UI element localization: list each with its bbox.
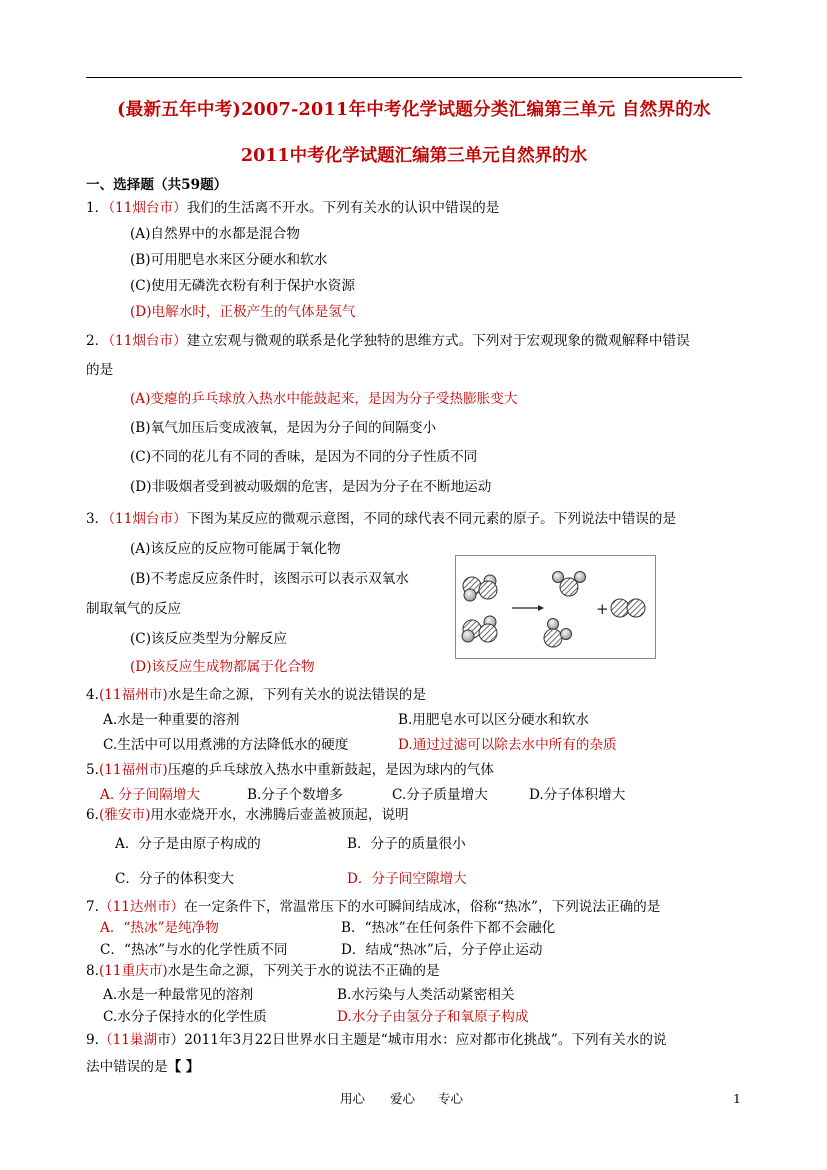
question-source: （11巢湖: [98, 1032, 158, 1048]
q5-option-b: B.分子个数增多: [247, 787, 343, 803]
question-number: 8.: [86, 963, 99, 979]
q3-option-b-cont: 制取氧气的反应: [86, 601, 182, 617]
question-5: [86, 761, 494, 779]
q2-option-d: (D)非吸烟者受到被动吸烟的危害，是因为分子在不断地运动: [130, 479, 492, 495]
q4-option-b: B.用肥皂水可以区分硬水和软水: [398, 712, 590, 728]
reaction-diagram-svg: [456, 556, 655, 658]
question-stem: 我们的生活离不开水。下列有关水的认识中错误的是: [186, 200, 500, 216]
q2-option-b: (B)氧气加压后变成液氧，是因为分子间的间隔变小: [130, 420, 437, 436]
plus-sign: +: [596, 600, 609, 618]
q6-option-b: B．分子的质量很小: [347, 836, 466, 852]
reactant-molecule-upper: [463, 575, 497, 601]
q5-option-d: D.分子体积增大: [529, 787, 626, 803]
document-title: (最新五年中考)2007-2011年中考化学试题分类汇编第三单元 自然界的水: [117, 100, 711, 120]
q9-stem-cont: 法中错误的是【 】: [86, 1059, 200, 1075]
question-stem: 2011年3月22日世界水日主题是“城市用水：应对都市化挑战”。下列有关水的说: [184, 1032, 667, 1048]
q3-option-b: (B)不考虑反应条件时，该图示可以表示双氧水: [130, 571, 409, 587]
q6-option-d-answer: D．分子间空隙增大: [347, 871, 467, 887]
q2-stem-cont: 的是: [86, 362, 114, 378]
question-4: [86, 686, 426, 704]
q1-option-b: (B)可用肥皂水来区分硬水和软水: [130, 252, 328, 268]
q3-option-d-answer: (D)该反应生成物都属于化合物: [130, 659, 315, 675]
header-rule: [86, 77, 742, 78]
question-stem: 用水壶烧开水，水沸腾后壶盖被顶起，说明: [150, 807, 409, 823]
document-subtitle: 2011中考化学试题汇编第三单元自然界的水: [240, 146, 588, 166]
question-stem: 建立宏观与微观的联系是化学独特的思维方式。下列对于宏观现象的微观解释中错误: [186, 333, 690, 349]
q3-option-a: (A)该反应的反应物可能属于氧化物: [130, 541, 341, 557]
q7-option-c: C．“热冰”与水的化学性质不同: [100, 942, 288, 958]
footer-motto-3: 专心: [438, 1091, 464, 1106]
reaction-arrow-icon: [512, 605, 544, 611]
question-6: [86, 806, 409, 824]
q8-option-a: A.水是一种最常见的溶剂: [103, 987, 254, 1003]
question-stem: 压瘪的乒乓球放入热水中重新鼓起，是因为球内的气体: [167, 762, 494, 778]
product-oxygen-molecule: [611, 599, 645, 617]
q8-option-d-answer: D.水分子由氢分子和氧原子构成: [337, 1009, 529, 1025]
question-7: [86, 898, 660, 916]
question-source: （11烟台市）: [108, 511, 187, 527]
product-molecule-lower: [544, 619, 572, 648]
question-number: 4.: [86, 687, 99, 703]
question-source-tail: 市）: [157, 1032, 185, 1048]
question-stem: 下图为某反应的微观示意图，不同的球代表不同元素的原子。下列说法中错误的是: [186, 511, 677, 527]
question-source: (雅安市): [98, 807, 151, 823]
section-heading: 一、选择题（共59题）: [86, 177, 228, 193]
question-2: [86, 332, 690, 350]
question-number: 7.: [86, 899, 99, 915]
q8-option-c: C.水分子保持水的化学性质: [103, 1009, 267, 1025]
question-3: [86, 510, 676, 528]
question-source: （11达州市）: [98, 899, 185, 915]
reaction-diagram: [455, 555, 656, 659]
question-9: [86, 1031, 667, 1049]
question-number: 2．: [86, 333, 109, 349]
q2-option-a-answer: (A)变瘪的乒乓球放入热水中能鼓起来，是因为分子受热膨胀变大: [130, 391, 518, 407]
question-number: 6.: [86, 807, 99, 823]
q1-option-c: (C)使用无磷洗衣粉有利于保护水资源: [130, 278, 355, 294]
page-number: 1: [733, 1091, 741, 1106]
question-number: 9.: [86, 1032, 99, 1048]
q4-option-d-answer: D.通过过滤可以除去水中所有的杂质: [398, 737, 617, 753]
product-molecule-upper: [553, 572, 586, 597]
question-number: 3．: [86, 511, 109, 527]
question-stem: 在一定条件下，常温常压下的水可瞬间结成冰，俗称“热冰”，下列说法正确的是: [184, 899, 661, 915]
q1-option-a: (A)自然界中的水都是混合物: [130, 226, 300, 242]
question-stem: 水是生命之源，下列有关水的说法错误的是: [167, 687, 426, 703]
question-source: (11福州市): [98, 687, 168, 703]
question-number: 1．: [86, 200, 109, 216]
q7-option-a-answer: A．“热冰”是纯净物: [100, 920, 219, 936]
question-number: 5.: [86, 762, 99, 778]
q8-option-b: B.水污染与人类活动紧密相关: [337, 987, 515, 1003]
footer-motto-1: 用心: [340, 1091, 366, 1106]
answer-bracket: 【 】: [167, 1059, 200, 1075]
q3-option-c: (C)该反应类型为分解反应: [130, 631, 287, 647]
q5-option-c: C.分子质量增大: [392, 787, 488, 803]
q7-option-b: B．“热冰”在任何条件下都不会融化: [341, 920, 556, 936]
question-8: [86, 962, 440, 980]
footer-motto-2: 爱心: [390, 1091, 416, 1106]
question-1: [86, 199, 499, 217]
q4-option-a: A.水是一种重要的溶剂: [103, 712, 240, 728]
question-stem: 水是生命之源，下列关于水的说法不正确的是: [167, 963, 440, 979]
q4-option-c: C.生活中可以用煮沸的方法降低水的硬度: [103, 737, 349, 753]
q6-option-c: C．分子的体积变大: [115, 871, 235, 887]
question-source: (11重庆市): [98, 963, 168, 979]
question-source: （11烟台市）: [108, 200, 187, 216]
question-source: （11烟台市）: [108, 333, 187, 349]
q7-option-d: D．结成“热冰”后，分子停止运动: [341, 942, 543, 958]
question-source: (11福州市): [98, 762, 168, 778]
reactant-molecule-lower: [462, 616, 497, 642]
q1-option-d-answer: (D)电解水时，正极产生的气体是氢气: [130, 304, 356, 320]
q6-option-a: A．分子是由原子构成的: [115, 836, 261, 852]
q2-option-c: (C)不同的花儿有不同的香味，是因为不同的分子性质不同: [130, 449, 478, 465]
q5-option-a-answer: A. 分子间隔增大: [100, 787, 201, 803]
